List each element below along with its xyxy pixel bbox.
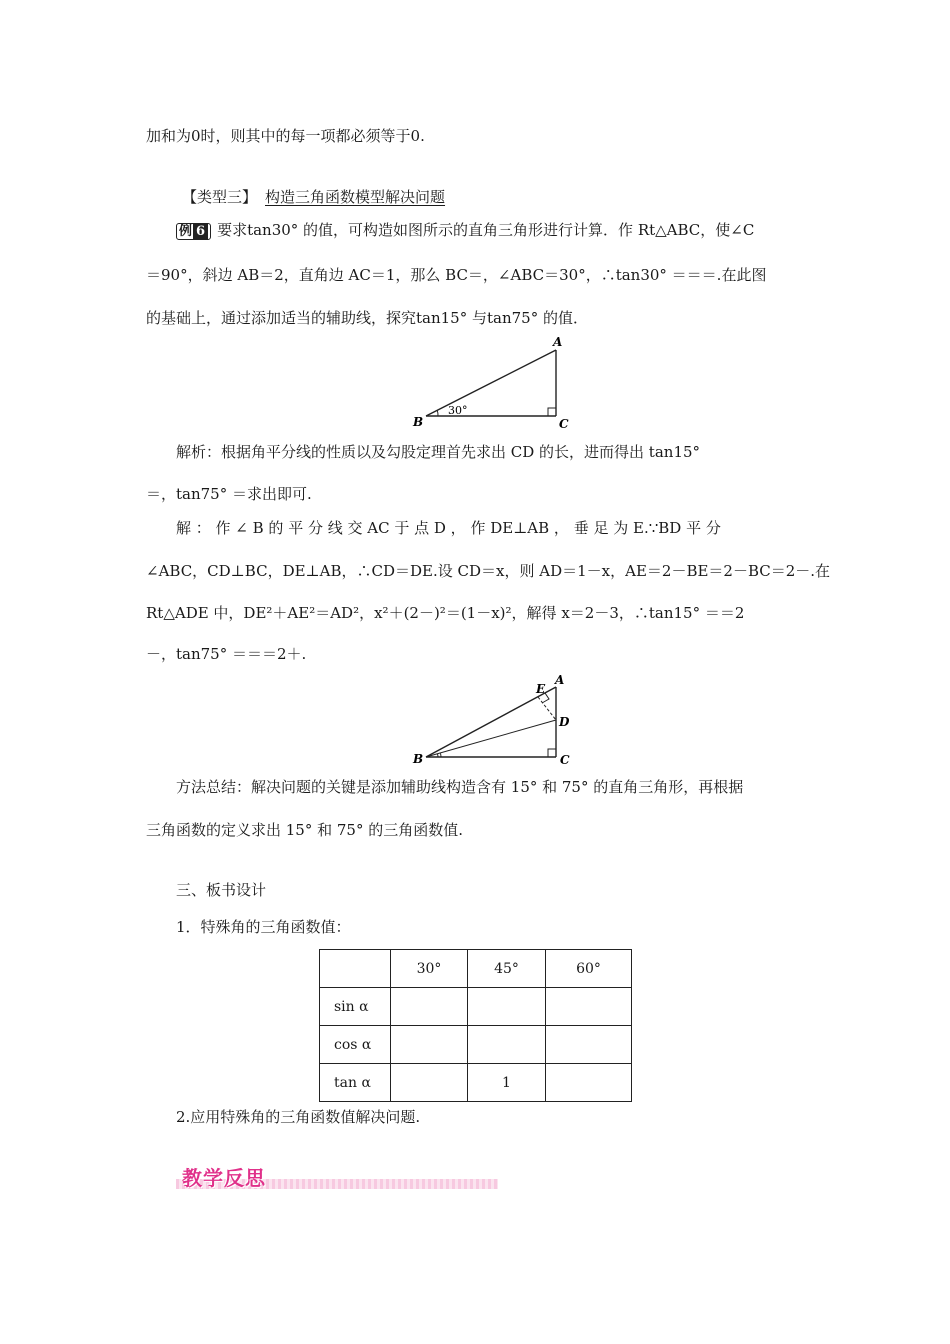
fig2-label-e: E (536, 682, 546, 696)
table-header-cell: 60° (546, 950, 632, 988)
table-cell: 1 (468, 1064, 546, 1102)
table-row-label: cos α (320, 1026, 391, 1064)
table-cell (391, 988, 468, 1026)
section3-heading: 三、板书设计 (176, 881, 267, 899)
special-angle-table (319, 949, 632, 1102)
example-line-1: 例 6 要求tan30° 的值，可构造如图所示的直角三角形进行计算．作 Rt△ABC，使∠C (176, 220, 754, 240)
section3-item-2: 2.应用特殊角的三角函数值解决问题. (176, 1108, 421, 1126)
table-row (320, 1026, 632, 1064)
summary-line-1: 方法总结：解决问题的关键是添加辅助线构造含有 15° 和 75° 的直角三角形，再根据 (176, 778, 744, 796)
section3-item-1: 1．特殊角的三角函数值： (176, 918, 351, 936)
table-header-cell (320, 950, 391, 988)
analysis-line-1: 解析：根据角平分线的性质以及勾股定理首先求出 CD 的长，进而得出 tan15° (176, 443, 701, 461)
example-badge: 例 6 (176, 223, 211, 240)
type3-tag: 【类型三】 (182, 188, 258, 206)
table-row (320, 988, 632, 1026)
fig2-label-d: D (559, 715, 570, 729)
type3-title: 构造三角函数模型解决问题 (265, 188, 446, 206)
solution-line-3: Rt△ADE 中，DE²＋AE²＝AD²，x²＋(2－)²＝(1－x)²，解得 x＝2－3，∴tan15° ＝＝2 (146, 604, 745, 622)
fig2-label-b: B (413, 752, 424, 766)
fig1-label-a: A (553, 335, 563, 349)
table-cell (546, 1026, 632, 1064)
analysis-line-2: ＝，tan75° ＝求出即可. (146, 485, 312, 503)
example-line-2: ＝90°，斜边 AB＝2，直角边 AC＝1，那么 BC＝，∠ABC＝30°，∴tan30° ＝＝＝.在此图 (146, 266, 767, 284)
solution-line-4: －，tan75° ＝＝＝2＋. (146, 645, 307, 663)
example-line-3: 的基础上，通过添加适当的辅助线，探究tan15° 与tan75° 的值． (146, 309, 588, 327)
table-row (320, 1064, 632, 1102)
table-row-label: sin α (320, 988, 391, 1026)
figure-triangle-1 (408, 334, 578, 434)
table-cell (391, 1064, 468, 1102)
fig1-label-c: C (559, 417, 569, 431)
intro-line: 加和为0时，则其中的每一项都必须等于0. (146, 127, 425, 145)
table-cell (468, 1026, 546, 1064)
table-cell (546, 1064, 632, 1102)
reflection-banner (176, 1162, 498, 1190)
summary-line-2: 三角函数的定义求出 15° 和 75° 的三角函数值. (146, 821, 464, 839)
banner-title: 教学反思 (182, 1166, 266, 1190)
fig1-angle-label: 30° (448, 404, 468, 417)
fig2-label-a: A (555, 674, 565, 687)
solution-line-1: 解 ： 作 ∠ B 的 平 分 线 交 AC 于 点 D ， 作 DE⊥AB ， 垂 足 为 E.∵BD 平 分 (176, 519, 721, 537)
table-cell (468, 988, 546, 1026)
table-row-label: tan α (320, 1064, 391, 1102)
fig2-label-c: C (560, 753, 570, 767)
table-header-cell: 30° (391, 950, 468, 988)
table-header-cell: 45° (468, 950, 546, 988)
table-cell (391, 1026, 468, 1064)
table-header-row (320, 950, 632, 988)
solution-line-2: ∠ABC，CD⊥BC，DE⊥AB，∴CD＝DE.设 CD＝x，则 AD＝1－x，AE＝2－BE＝2－BC＝2－.在 (146, 562, 831, 580)
table-cell (546, 988, 632, 1026)
fig1-label-b: B (413, 415, 424, 429)
type3-heading (182, 187, 445, 207)
figure-triangle-2 (408, 674, 583, 770)
